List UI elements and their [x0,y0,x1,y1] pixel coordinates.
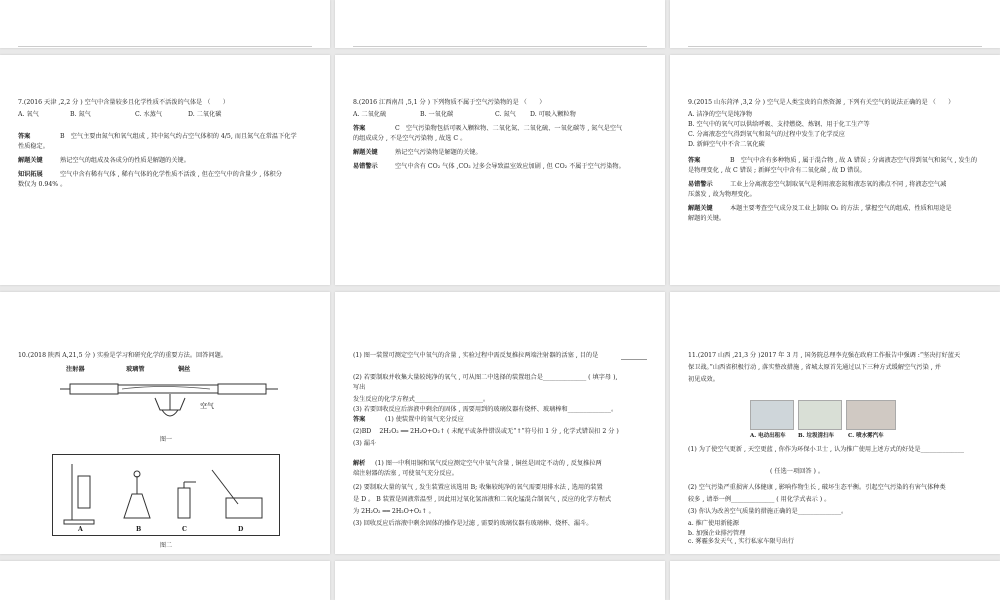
sub-question-3: (3) 若要回收反应后溶液中剩余的固体 , 需要用到的玻璃仪器有烧杯、玻璃棒和______________。 [353,406,618,413]
page-bottom-right [670,561,1000,600]
divider [18,46,312,47]
divider [353,46,647,47]
divider [688,46,982,47]
explanation-6: (3) 回收反应后溶液中剩余固体的操作是过滤 , 需要的玻璃仪器有玻璃棒、烧杯、漏斗。 [353,520,593,527]
warning-text: 空气中含有 CO₂ 气体 ,CO₂ 过多会导致温室效应加剧 , 但 CO₂ 不属于空气污染物。 [395,163,625,170]
sub-question-1: (1) 图一装置可测定空气中氧气的含量 , 实验过程中需反复推拉两端注射器的活塞 , 目的是 [353,352,599,359]
sub-question-2c: 发生反应的化学方程式______________________。 [353,396,490,403]
question-title: 7.(2016 天津 ,2,2 分 ) 空气中含量较多且化学性质不活泼的气体是 （ ） [18,99,229,106]
label-copper: 铜丝 [178,366,191,373]
sub-question-3: (3) 你认为改善空气质量的措施正确的是______________。 [688,508,848,515]
sub-question-1: (1) 为了使空气更新 , 天空更蓝 , 你作为环保小卫士 , 认为推广使用上述方式的好处是______________ [688,446,964,453]
warning-text-2: 压蒸发 , 故为物理变化。 [688,191,756,198]
explanation-5: 为 2H₂O₂ ══ 2H₂O+O₂↑ 。 [353,508,435,515]
extension-text-2: 数仅为 0.94% 。 [18,181,67,188]
explanation-label: 解析 [353,460,366,467]
option-c: C. 水蒸气 [135,111,163,118]
caption-b: B. 垃圾清扫车 [798,433,834,439]
page-q11 [670,292,1000,554]
warning-label: 易错警示 [688,181,713,188]
figure-2-caption: 图二 [160,542,173,549]
page-q9 [670,55,1000,285]
option-c: c. 雾霾多发天气 , 实行私家车限号出行 [688,538,795,545]
answer-text-2: 是物理变化 , 故 C 错误 ; 新鲜空气中含有二氧化碳 , 故 D 错误。 [688,167,866,174]
explanation-4: 是 D 。 B 装置是固液常温型 , 因此用过氧化氢溶液和二氧化锰混合制氧气 , 反应的化学方程式 [353,496,612,503]
apparatus-a: A [78,526,83,533]
answer-text: C 空气污染物包括可吸入颗粒物、二氧化氮、二氧化硫、一氧化碳等 , 氮气是空气 [395,125,623,132]
option-c: C. 氮气 [495,111,516,118]
apparatus-c: C [182,526,187,533]
apparatus-b: B [136,526,142,533]
page-q7 [0,55,330,285]
figure-2-apparatus [52,454,280,536]
page-bottom-middle [335,561,665,600]
page-top-middle [335,0,665,48]
page-q10 [0,292,330,554]
option-a: A. 氧气 [18,111,39,118]
answer-1: (1) 使装置中的氧气充分反应 [385,416,464,423]
sub-question-2b: 写出 [353,384,366,391]
option-d: D. 新鲜空气中不含二氧化碳 [688,141,765,148]
photo-mist-truck [846,400,896,430]
explanation-3: (2) 要制取大量的氧气 , 发生装置应该选用 B; 收集较纯净的氧气需要用排水法 , 选用的装置 [353,484,603,491]
answer-text: B 空气中含有多种物质 , 属于混合物 , 故 A 错误 ; 分离液态空气得到氧气和氮气 , 发生的 [730,157,978,164]
apparatus-d: D [238,526,244,533]
extension-text: 空气中含有稀有气体 , 稀有气体的化学性质不活泼 , 但在空气中的含量少 , 体积分 [60,171,282,178]
photo-electric-taxi [750,400,794,430]
caption-c: C. 喷水雾汽车 [848,433,884,439]
label-syringe: 注射器 [66,366,85,373]
option-d: D. 可吸入颗粒物 [530,111,576,118]
sub-question-2: (2) 空气污染严重损害人体健康 , 影响作物生长 , 破坏生态平衡。引起空气污染的有害气体种类 [688,484,946,491]
option-b: b. 加强企业排污管理 [688,530,746,537]
key-label: 解题关键 [688,205,713,212]
explanation-1: (1) 图一中利用铜和氧气反应测定空气中氧气含量 , 铜丝是固定不动的 , 反复推拉两 [375,460,602,467]
page-q10-answers [335,292,665,554]
extension-label: 知识拓展 [18,171,43,178]
answer-label: 答案 [353,125,366,132]
option-d: D. 二氧化碳 [188,111,222,118]
answer-text-2: 的组成成分 , 不是空气污染物 , 故选 C 。 [353,135,467,142]
option-b: B. 一氧化碳 [420,111,454,118]
page-top-left [0,0,330,48]
question-line-3: 初见成效。 [688,376,719,383]
question-title: 8.(2016 江西南昌 ,5,1 分 ) 下列物质不属于空气污染物的是 （ ） [353,99,546,106]
answer-text: B 空气主要由氮气和氧气组成 , 其中氮气约占空气体积的 4/5, 而且氮气在常温下化学 [60,133,297,140]
page-top-right [670,0,1000,48]
explanation-2: 端注射器的活塞 , 可使氧气充分反应。 [353,470,458,477]
sub-question-1b: ( 任选一项回答 ) 。 [770,468,825,475]
option-b: B. 空气中的氧气可以供给呼吸、支持燃烧、炼钢、用于化工生产等 [688,121,870,128]
page-bottom-left [0,561,330,600]
photo-sweeper-truck [798,400,842,430]
blank-line [621,359,647,360]
question-title: 9.(2015 山东菏泽 ,3,2 分 ) 空气是人类宝贵的自然资源 , 下列有关空气的说法正确的是 （ ） [688,99,955,106]
key-label: 解题关键 [18,157,43,164]
key-text: 本题主要考查空气成分及工业上制取 O₂ 的方法 , 掌握空气的组成、性质和用途是 [730,205,952,212]
label-tube: 玻璃管 [126,366,145,373]
key-text: 熟记空气污染物是解题的关键。 [395,149,482,156]
question-line-1: 11.(2017 山西 ,21,3 分 )2017 年 3 月 , 国务院总理李克强在政府工作报告中强调 :“坚决打好蓝天 [688,352,961,359]
key-text: 熟记空气的组成及各成分的性质是解题的关键。 [60,157,190,164]
key-text-2: 解题的关键。 [688,215,726,222]
warning-label: 易错警示 [353,163,378,170]
answer-label: 答案 [353,416,366,423]
figure-1-apparatus [60,364,280,434]
warning-text: 工业上分离液态空气制取氧气是利用液态氮和液态氧的沸点不同 , 将液态空气减 [730,181,947,188]
option-a: A. 二氧化硫 [353,111,387,118]
answer-label: 答案 [18,133,31,140]
question-title: 10.(2018 陕西 A,21,5 分 ) 实验是学习和研究化学的重要方法。回答问题。 [18,352,227,359]
answer-label: 答案 [688,157,701,164]
caption-a: A. 电动出租车 [750,433,786,439]
answer-2: (2)BD 2H₂O₂ ══ 2H₂O+O₂↑ ( 未配平或条件错误或无“↑”符号扣 1 分 , 化学式错误扣 2 分 ) [353,428,619,435]
question-line-2: 保卫战。”山西省积极行动 , 落实整改措施 , 省城太原首先通过以下三种方式缓解空气污染 , 并 [688,364,941,371]
page-q8 [335,55,665,285]
option-b: B. 氮气 [70,111,91,118]
sub-question-2: (2) 若要制取并收集大量较纯净的氧气 , 可从图二中选择的装置组合是______________ ( 填字母 ), [353,374,618,381]
key-label: 解题关键 [353,149,378,156]
sub-question-2b: 较多 , 请举一例______________ ( 用化学式表示 ) 。 [688,496,831,503]
figure-1-caption: 图一 [160,436,173,443]
option-a: a. 推广使用新能源 [688,520,739,527]
answer-3: (3) 漏斗 [353,440,377,447]
option-c: C. 分离液态空气得到氧气和氮气的过程中发生了化学反应 [688,131,845,138]
answer-text-2: 性质稳定。 [18,143,49,150]
label-air: 空气 [200,402,214,410]
option-a: A. 洁净的空气是纯净物 [688,111,753,118]
